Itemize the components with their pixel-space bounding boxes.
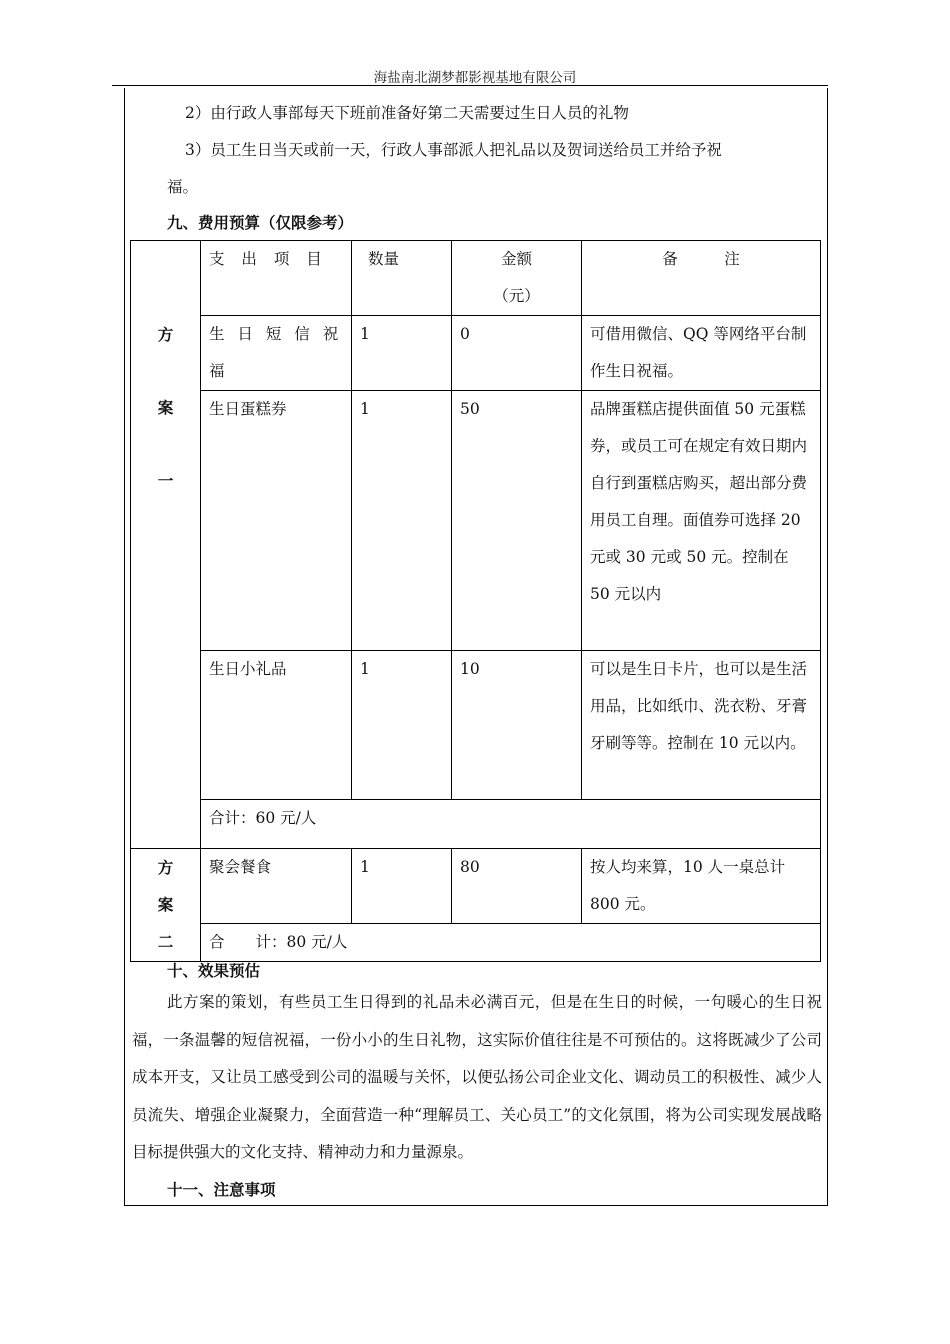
- plan-1-label-char: 案: [157, 397, 174, 417]
- plan-1-label-char: 方: [157, 324, 174, 344]
- row-item: 生日蛋糕券: [201, 391, 352, 651]
- row-item: 生日小礼品: [201, 651, 352, 800]
- table-corner-cell: [131, 241, 201, 316]
- header-item: 支 出 项 目: [201, 241, 352, 316]
- budget-table: [130, 240, 821, 962]
- header-amount-unit: （元）: [493, 287, 540, 305]
- header-note: 备 注: [582, 241, 821, 316]
- table-row: [131, 316, 821, 391]
- row-qty: 1: [352, 651, 452, 800]
- row-note: 按人均来算，10 人一桌总计 800 元。: [582, 849, 821, 924]
- row-note: 品牌蛋糕店提供面值 50 元蛋糕券，或员工可在规定有效日期内自行到蛋糕店购买，超出部分费用员工自理。面值券可选择 20 元或 30 元或 50 元。控制在 50 元以内: [582, 391, 821, 651]
- row-amount: 0: [452, 316, 582, 391]
- table-row-total: [131, 924, 821, 962]
- page-header: 海盐南北湖梦都影视基地有限公司: [373, 70, 577, 86]
- plan-2-label-char: 二: [157, 932, 174, 951]
- section-heading-effect: 十、效果预估: [167, 961, 261, 980]
- list-item-2: 2）由行政人事部每天下班前准备好第二天需要过生日人员的礼物: [185, 104, 629, 122]
- row-amount: 80: [452, 849, 582, 924]
- table-header-row: [131, 241, 821, 316]
- header-amount-label: 金额: [500, 250, 532, 268]
- section-heading-budget: 九、费用预算（仅限参考）: [167, 213, 354, 232]
- row-qty: 1: [352, 316, 452, 391]
- table-row: [131, 651, 821, 800]
- header-qty: 数量: [352, 241, 452, 316]
- list-item-3-continuation: 福。: [167, 178, 199, 196]
- row-amount: 50: [452, 391, 582, 651]
- table-row: [131, 849, 821, 924]
- row-item: 生 日 短 信 祝 福: [201, 316, 352, 391]
- list-item-3: 3）员工生日当天或前一天，行政人事部派人把礼品以及贺词送给员工并给予祝: [185, 141, 722, 159]
- table-row-total: [131, 800, 821, 849]
- effect-paragraph: 此方案的策划，有些员工生日得到的礼品未必满百元，但是在生日的时候，一句暖心的生日祝福，一条温馨的短信祝福，一份小小的生日礼物，这实际价值往往是不可预估的。这将既减少了公司成本开支，又让员工感受到公司的温暖与关怀，以便弘扬公司企业文化、调动员工的积极性、减少人员流失、增强企业凝聚力，全面营造一种“理解员工、关心员工”的文化氛围，将为公司实现发展战略目标提供强大的文化支持、精神动力和力量源泉。: [132, 993, 822, 1161]
- row-qty: 1: [352, 391, 452, 651]
- section-heading-notes: 十一、注意事项: [167, 1180, 276, 1199]
- row-note: 可以是生日卡片，也可以是生活用品，比如纸巾、洗衣粉、牙膏牙刷等等。控制在 10 元以内。: [582, 651, 821, 800]
- plan-2-label-char: 案: [157, 895, 174, 914]
- plan-1-total: 合计：60 元/人: [201, 800, 821, 849]
- plan-2-total: 合 计：80 元/人: [201, 924, 821, 962]
- row-item: 聚会餐食: [201, 849, 352, 924]
- header-amount: [452, 241, 582, 316]
- header-rule: [112, 85, 828, 86]
- plan-1-label: [131, 316, 201, 849]
- plan-2-label: [131, 849, 201, 962]
- row-amount: 10: [452, 651, 582, 800]
- table-row: [131, 391, 821, 651]
- plan-1-label-char: 一: [157, 470, 174, 490]
- row-note: 可借用微信、QQ 等网络平台制作生日祝福。: [582, 316, 821, 391]
- plan-2-label-char: 方: [157, 858, 174, 877]
- row-qty: 1: [352, 849, 452, 924]
